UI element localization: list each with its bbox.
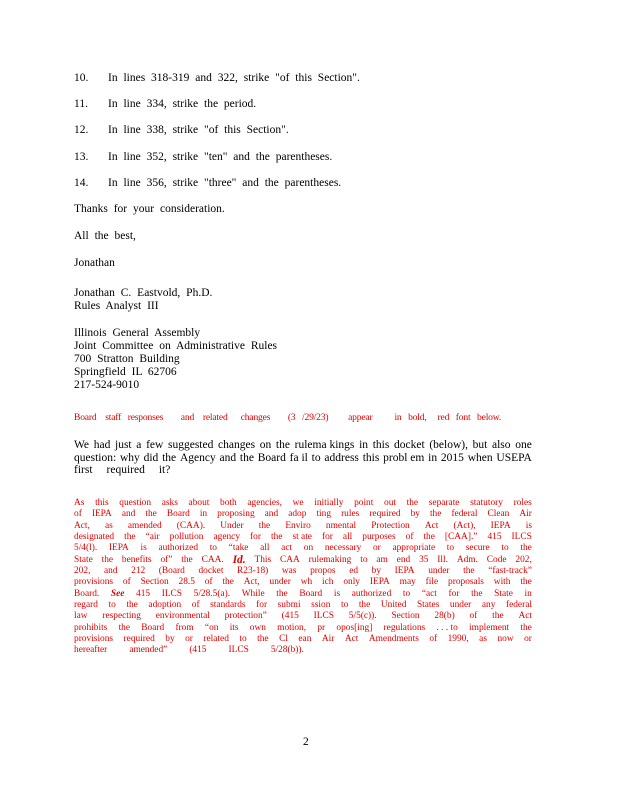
word: under xyxy=(449,600,472,611)
question-line xyxy=(74,464,532,477)
word: ILCS xyxy=(313,611,334,622)
word: authorized xyxy=(158,543,199,554)
word: 5/5(c)). xyxy=(348,611,377,622)
word: (Act), xyxy=(453,520,476,531)
word: IEPA xyxy=(91,509,112,520)
word: adoption xyxy=(148,600,182,611)
word: both xyxy=(220,498,237,508)
word: We xyxy=(74,439,90,451)
word: any xyxy=(481,600,496,611)
word: agencies, xyxy=(247,498,282,508)
word: authorized xyxy=(351,588,392,599)
word: rulema kings xyxy=(294,439,355,451)
board-response-paragraph xyxy=(74,498,532,657)
response-line xyxy=(74,521,532,532)
word: when xyxy=(467,451,493,464)
word: did xyxy=(143,451,159,464)
word: why xyxy=(119,451,140,464)
word: Board xyxy=(257,451,286,464)
word: nmental xyxy=(325,520,357,531)
word: now xyxy=(497,634,514,645)
response-line xyxy=(74,611,532,622)
word: own xyxy=(249,622,266,633)
word: federal xyxy=(505,600,532,611)
word: is xyxy=(525,520,532,531)
word: few xyxy=(146,439,164,451)
word: Cl xyxy=(279,634,288,645)
item-number: 10. xyxy=(74,72,89,84)
word: separate xyxy=(428,498,460,508)
word: (415 xyxy=(189,645,207,656)
signer-name: Jonathan C. Eastvold, Ph.D. xyxy=(74,287,213,299)
word: the xyxy=(276,588,288,599)
word: to xyxy=(209,543,217,554)
word: for xyxy=(256,600,268,611)
word: required xyxy=(123,634,155,645)
question-paragraph xyxy=(74,439,532,477)
word: benefits xyxy=(121,554,152,565)
word: point xyxy=(354,498,374,508)
word: the xyxy=(258,520,271,531)
word: out xyxy=(384,498,396,508)
word: purposes xyxy=(362,532,396,543)
word: suggested xyxy=(168,439,214,451)
word: motion, xyxy=(277,622,307,633)
word: as xyxy=(479,634,487,645)
word: IEPA xyxy=(108,543,129,554)
word: on xyxy=(303,543,314,554)
word: initially xyxy=(314,498,344,508)
word: and xyxy=(104,566,118,577)
word: for xyxy=(250,532,261,543)
response-line xyxy=(74,566,532,577)
word: to xyxy=(501,543,509,554)
word: opos[ing] xyxy=(336,622,373,633)
word: statutory xyxy=(470,498,503,508)
word: 202, xyxy=(74,566,91,577)
word: ILCS xyxy=(511,532,532,543)
word: protection” xyxy=(224,611,267,622)
staff-note: Board staff responses and related changes (3 /29/23) appear in bold, red font below. xyxy=(74,412,502,423)
word: Act, xyxy=(243,577,260,588)
word: had xyxy=(93,439,111,451)
word: Act, xyxy=(74,520,90,531)
word: ssion xyxy=(311,600,331,611)
word: and xyxy=(121,509,136,520)
word: Air xyxy=(321,634,335,645)
word: by xyxy=(371,566,382,577)
word: the xyxy=(520,543,532,554)
item-text: In line 338, strike "of this Section". xyxy=(108,124,289,136)
word: the xyxy=(181,554,193,565)
word: question: xyxy=(74,451,117,464)
word: propos xyxy=(310,566,336,577)
response-line xyxy=(74,498,532,509)
word: R23-18) xyxy=(237,566,269,577)
word: necessary xyxy=(324,543,362,554)
word: IEPA xyxy=(394,566,415,577)
word: in xyxy=(359,439,369,451)
word: of xyxy=(204,577,213,588)
item-number: 13. xyxy=(74,151,89,163)
word: Act xyxy=(518,611,532,622)
word: the xyxy=(358,600,371,611)
word: While xyxy=(241,588,265,599)
word: law xyxy=(74,611,88,622)
word: rulemaking xyxy=(308,554,352,565)
word: the xyxy=(406,498,419,508)
word: 212 xyxy=(131,566,146,577)
word: ed xyxy=(349,566,359,577)
word: may xyxy=(399,577,416,588)
word: a xyxy=(136,439,142,451)
word: of” xyxy=(160,554,173,565)
word: rules xyxy=(341,509,360,520)
word: hereafter xyxy=(74,645,108,656)
word: Agency xyxy=(179,451,216,464)
word: but xyxy=(472,439,488,451)
response-line xyxy=(74,555,532,566)
word: 5/28(b)). xyxy=(270,645,304,656)
word: in xyxy=(428,451,438,464)
item-text: In line 356, strike "three" and the parentheses. xyxy=(108,177,342,189)
word: the xyxy=(145,509,157,520)
word: amended” xyxy=(129,645,168,656)
word: Board xyxy=(141,622,165,633)
organization: Illinois General Assembly xyxy=(74,327,201,339)
word: or xyxy=(185,634,193,645)
word: on xyxy=(259,439,272,451)
word: of xyxy=(405,532,414,543)
word: pr xyxy=(317,622,326,633)
page-number: 2 xyxy=(303,736,309,748)
word: (below), xyxy=(429,439,468,451)
word: Board xyxy=(299,588,323,599)
word: States xyxy=(416,600,440,611)
word: this xyxy=(362,451,380,464)
word: was xyxy=(281,566,297,577)
response-line xyxy=(74,634,532,645)
word: its xyxy=(229,622,239,633)
response-line xyxy=(74,623,532,634)
word: ean xyxy=(298,634,312,645)
word: Ill. xyxy=(437,554,448,565)
regards-line: All the best, xyxy=(74,230,136,242)
word: for xyxy=(321,532,333,543)
response-line xyxy=(74,645,532,656)
word: from xyxy=(175,622,194,633)
word: the xyxy=(270,532,283,543)
word: Protection xyxy=(371,520,410,531)
word: it? xyxy=(158,464,171,476)
word: Act xyxy=(344,634,359,645)
address-line-2: Springfield IL 62706 xyxy=(74,366,177,378)
word: to xyxy=(239,634,247,645)
word: the xyxy=(429,509,442,520)
word: act xyxy=(281,543,293,554)
word: by xyxy=(165,634,175,645)
word: “act xyxy=(421,588,437,599)
word: secure xyxy=(465,543,490,554)
word: the xyxy=(471,588,483,599)
word: also xyxy=(492,439,511,451)
word: (415 xyxy=(281,611,299,622)
word: of xyxy=(469,611,478,622)
word: the xyxy=(275,439,290,451)
word: ILCS xyxy=(161,588,183,599)
word: ich xyxy=(322,577,334,588)
word: in xyxy=(199,509,208,520)
thanks-line: Thanks for your consideration. xyxy=(74,203,225,215)
word: is xyxy=(333,588,341,599)
word: “take xyxy=(228,543,249,554)
word: 415 xyxy=(136,588,151,599)
word: the xyxy=(239,451,254,464)
word: file xyxy=(425,577,439,588)
word: the xyxy=(162,451,177,464)
word: designated xyxy=(74,532,115,543)
word: proposing xyxy=(217,509,255,520)
word: 415 xyxy=(487,532,502,543)
response-line xyxy=(74,509,532,520)
word: ting xyxy=(316,509,332,520)
word: to xyxy=(360,554,368,565)
word: provisions xyxy=(74,577,114,588)
word: Id. xyxy=(232,553,246,566)
word: required xyxy=(106,464,145,476)
word: under xyxy=(428,566,450,577)
word: asks xyxy=(161,498,178,508)
committee: Joint Committee on Administrative Rules xyxy=(74,340,278,352)
word: of xyxy=(191,600,200,611)
word: to xyxy=(108,600,116,611)
phone-number: 217-524-9010 xyxy=(74,379,140,391)
response-line xyxy=(74,600,532,611)
word: 5/28.5(a). xyxy=(193,588,231,599)
word: probl em xyxy=(383,451,425,464)
word: regulations xyxy=(383,622,426,633)
word: the xyxy=(126,600,138,611)
word: this xyxy=(372,439,390,451)
word: Section xyxy=(391,611,420,622)
word: the xyxy=(222,577,234,588)
word: the xyxy=(118,622,131,633)
word: environmental xyxy=(155,611,210,622)
word: under xyxy=(269,577,291,588)
word: provisions xyxy=(74,634,114,645)
word: Amendments xyxy=(368,634,419,645)
response-line xyxy=(74,532,532,543)
word: of xyxy=(74,509,82,520)
word: about xyxy=(188,498,210,508)
word: regard xyxy=(74,600,98,611)
item-text: In lines 318-319 and 322, strike "of this Section". xyxy=(108,72,360,84)
word: required xyxy=(369,509,401,520)
word: this xyxy=(95,498,109,508)
word: . . . to xyxy=(436,622,458,633)
word: the xyxy=(520,622,532,633)
word: “fast-track” xyxy=(488,566,532,577)
question-line xyxy=(74,452,532,465)
word: and xyxy=(219,451,237,464)
word: implement xyxy=(469,622,510,633)
word: just xyxy=(115,439,132,451)
word: Clean xyxy=(487,509,510,520)
word: the xyxy=(492,611,504,622)
address-line-1: 700 Stratton Building xyxy=(74,353,180,365)
word: amended xyxy=(127,520,162,531)
response-line xyxy=(74,543,532,554)
word: in xyxy=(524,588,532,599)
word: of xyxy=(122,577,131,588)
word: roles xyxy=(513,498,532,508)
word: 202, xyxy=(515,554,532,565)
word: ILCS xyxy=(228,645,249,656)
word: “on xyxy=(204,622,219,633)
word: end xyxy=(396,554,411,565)
word: changes xyxy=(218,439,256,451)
word: State xyxy=(494,588,513,599)
item-text: In line 334, strike the period. xyxy=(108,98,257,110)
word: address xyxy=(324,451,359,464)
word: is xyxy=(140,543,147,554)
word: only xyxy=(343,577,360,588)
word: agency xyxy=(213,532,241,543)
word: (Board xyxy=(158,566,185,577)
word: 1990, xyxy=(447,634,469,645)
signer-title: Rules Analyst III xyxy=(74,300,159,312)
word: federal xyxy=(451,509,478,520)
word: proposals xyxy=(448,577,484,588)
word: of xyxy=(429,634,438,645)
word: to xyxy=(402,588,411,599)
word: the xyxy=(463,566,475,577)
word: IEPA xyxy=(369,577,390,588)
word: Board xyxy=(166,509,190,520)
word: Under xyxy=(220,520,244,531)
word: prohibits xyxy=(74,622,108,633)
word: [CAA].” xyxy=(444,532,478,543)
word: appropriate xyxy=(392,543,436,554)
word: Code xyxy=(486,554,507,565)
item-number: 11. xyxy=(74,98,88,110)
item-number: 14. xyxy=(74,177,89,189)
word: wh xyxy=(300,577,313,588)
word: submi xyxy=(277,600,301,611)
word: the xyxy=(423,532,435,543)
word: am xyxy=(376,554,388,565)
word: IEPA xyxy=(490,520,511,531)
word: State xyxy=(74,554,93,565)
word: first xyxy=(74,464,93,476)
response-line xyxy=(74,589,532,600)
word: question xyxy=(119,498,152,508)
word: adop xyxy=(288,509,307,520)
word: docket xyxy=(393,439,425,451)
word: all xyxy=(342,532,353,543)
word: for xyxy=(448,588,460,599)
word: Section xyxy=(140,577,169,588)
word: the xyxy=(520,577,532,588)
word: 2015 xyxy=(440,451,464,464)
word: as xyxy=(104,520,113,531)
word: fa il xyxy=(289,451,308,464)
word: all xyxy=(260,543,270,554)
word: related xyxy=(203,634,229,645)
word: and xyxy=(264,509,279,520)
word: Air xyxy=(519,509,532,520)
word: to xyxy=(446,543,455,554)
word: Enviro xyxy=(285,520,311,531)
word: As xyxy=(74,498,85,508)
word: the xyxy=(101,554,114,565)
word: one xyxy=(515,439,532,451)
word: Adm. xyxy=(456,554,478,565)
word: docket xyxy=(198,566,224,577)
word: st ate xyxy=(292,532,312,543)
word: to xyxy=(340,600,349,611)
item-number: 12. xyxy=(74,124,89,136)
word: 28.5 xyxy=(178,577,195,588)
word: or xyxy=(524,634,532,645)
word: 5/4(l). xyxy=(74,543,98,554)
response-line xyxy=(74,577,532,588)
word: 28(b) xyxy=(434,611,455,622)
word: See xyxy=(110,588,125,599)
word: the xyxy=(257,634,269,645)
word: with xyxy=(493,577,511,588)
word: pollution xyxy=(169,532,204,543)
word: Board. xyxy=(74,588,100,599)
word: (CAA). xyxy=(176,520,206,531)
word: USEPA xyxy=(496,451,532,464)
word: United xyxy=(380,600,407,611)
word: standards xyxy=(210,600,246,611)
signer-first-name: Jonathan xyxy=(74,257,115,269)
question-line xyxy=(74,439,532,452)
word: we xyxy=(292,498,304,508)
word: This xyxy=(254,554,272,565)
word: or xyxy=(372,543,381,554)
word: CAA. xyxy=(201,554,224,565)
word: respecting xyxy=(102,611,141,622)
word: CAA xyxy=(280,554,300,565)
word: the xyxy=(124,532,136,543)
word: Act xyxy=(424,520,439,531)
item-text: In line 352, strike "ten" and the parentheses. xyxy=(108,151,333,163)
word: “air xyxy=(145,532,160,543)
word: by xyxy=(410,509,420,520)
word: 35 xyxy=(419,554,429,565)
word: to xyxy=(311,451,321,464)
